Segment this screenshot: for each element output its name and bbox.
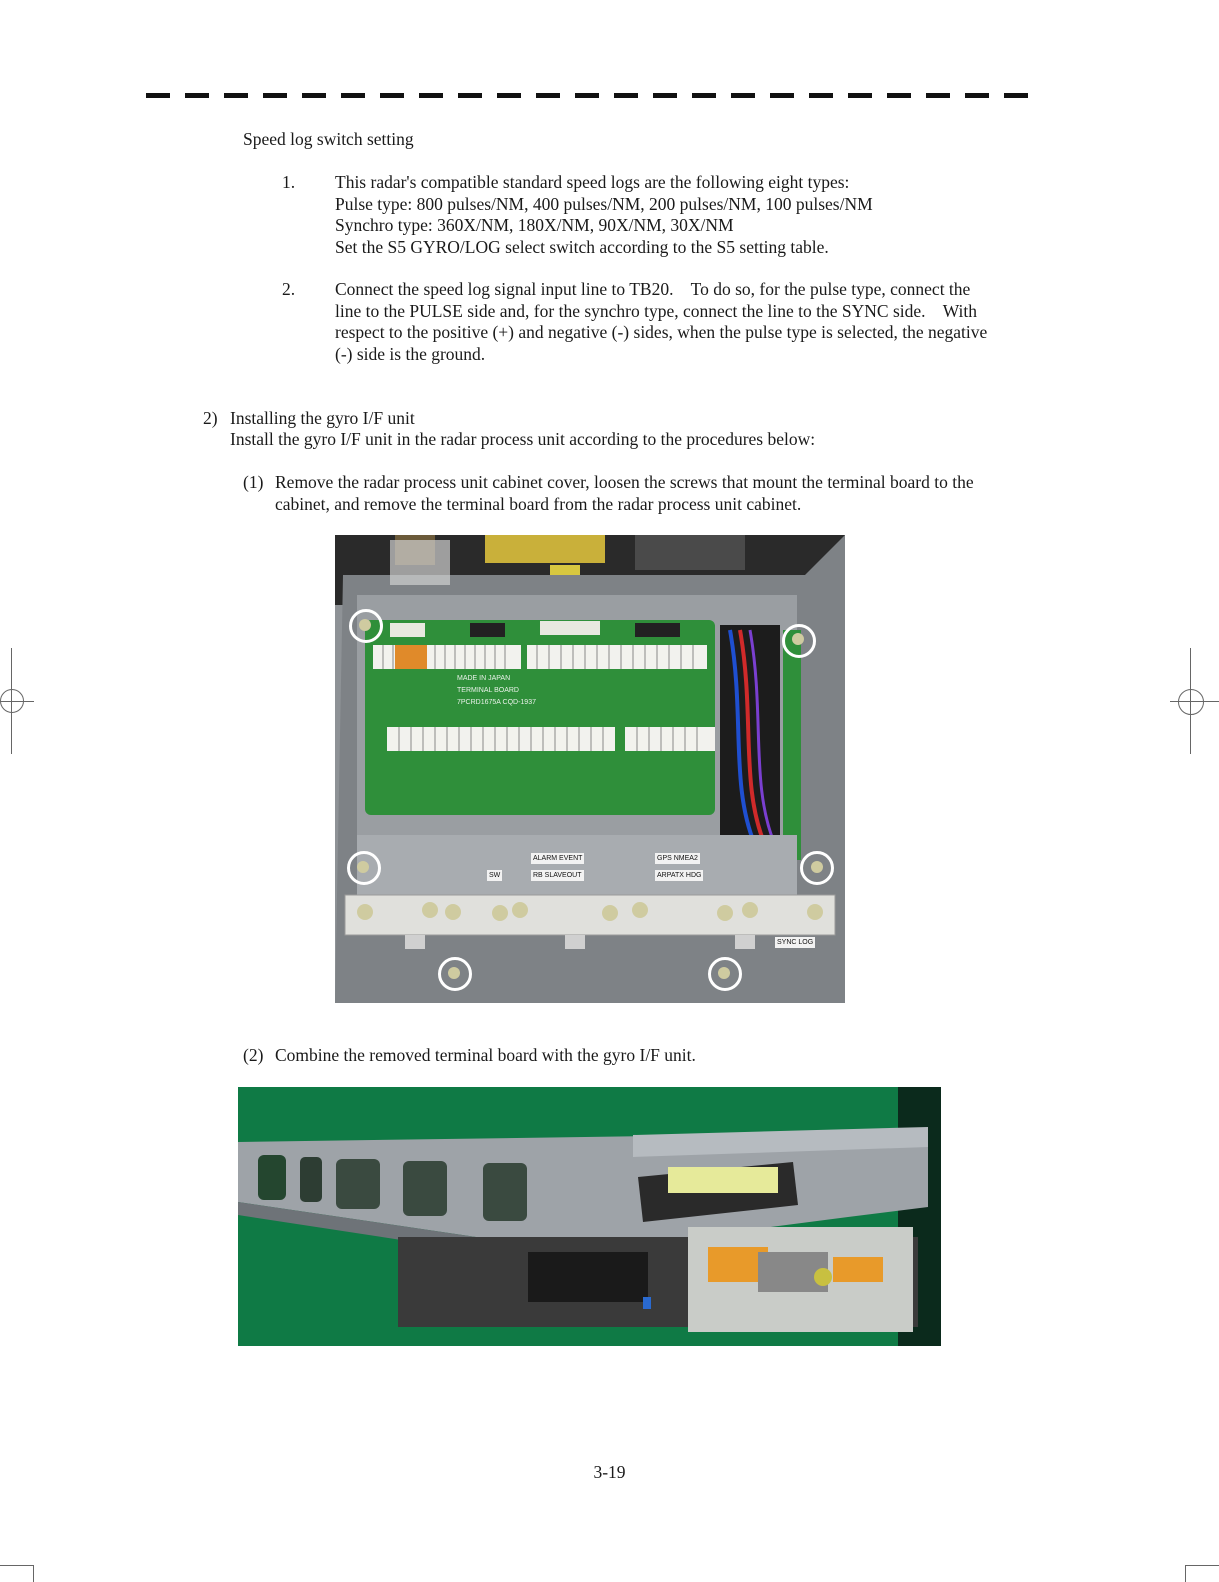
item-line: This radar's compatible standard speed logs are the following eight types: [335,172,850,192]
crop-mark-bottom-right [1185,1563,1219,1582]
terminal-board-photo [335,535,845,1003]
pcb-label-board: TERMINAL BOARD [457,687,519,694]
registration-mark-left [0,648,34,754]
step-line: cabinet, and remove the terminal board from the radar process unit cabinet. [275,493,802,514]
step-text [275,472,974,515]
screw-marker [438,957,472,991]
section-heading: Speed log switch setting [243,129,414,149]
item-line: line to the PULSE side and, for the synchro type, connect the line to the SYNC side. With [335,300,977,321]
label-gps-nmea: GPS NMEA2 [657,855,698,862]
label-sync-log: SYNC LOG [777,939,814,946]
registration-mark-right [1170,648,1219,754]
crop-mark-bottom-left [0,1563,34,1582]
header-dashed-rule [146,93,1028,98]
item-text [335,279,987,365]
item-number: 2. [282,279,296,299]
pcb-label-part: 7PCRD1675A CQD-1937 [457,699,536,706]
screw-marker [800,851,834,885]
item-line: Connect the speed log signal input line to TB20. To do so, for the pulse type, connect the [335,279,971,299]
gyro-unit-illustration [238,1087,941,1346]
step-number: (1) [243,472,264,492]
screw-marker [708,957,742,991]
step-text [275,1045,696,1067]
screw-marker [782,624,816,658]
label-rb-slaveout: RB SLAVEOUT [533,872,582,879]
gyro-if-unit-photo [238,1087,941,1346]
gyro-section-number: 2) [203,408,218,428]
label-sw: SW [489,872,501,879]
item-number: 1. [282,172,296,192]
item-line: (-) side is the ground. [335,343,486,364]
step-line: Remove the radar process unit cabinet cover, loosen the screws that mount the terminal board to the [275,472,974,492]
item-line: Pulse type: 800 pulses/NM, 400 pulses/NM, 200 pulses/NM, 100 pulses/NM [335,193,873,214]
item-text [335,172,873,258]
item-line: respect to the positive (+) and negative (-) sides, when the pulse type is selected, the negative [335,322,988,342]
label-alarm-event: ALARM EVENT [533,855,583,862]
screw-marker [347,851,381,885]
step-line: Combine the removed terminal board with the gyro I/F unit. [275,1045,696,1065]
terminal-board-illustration [335,535,845,1003]
step-number: (2) [243,1045,264,1065]
gyro-section-title: Installing the gyro I/F unit [230,408,415,428]
item-line: Set the S5 GYRO/LOG select switch according to the S5 setting table. [335,236,829,257]
gyro-section-intro: Install the gyro I/F unit in the radar process unit according to the procedures below: [230,429,816,449]
page-number: 3-19 [593,1462,626,1482]
label-arpatx-hdg: ARPATX HDG [657,872,702,879]
screw-marker [349,609,383,643]
item-line: Synchro type: 360X/NM, 180X/NM, 90X/NM, 30X/NM [335,215,734,235]
pcb-label-made: MADE IN JAPAN [457,675,511,682]
